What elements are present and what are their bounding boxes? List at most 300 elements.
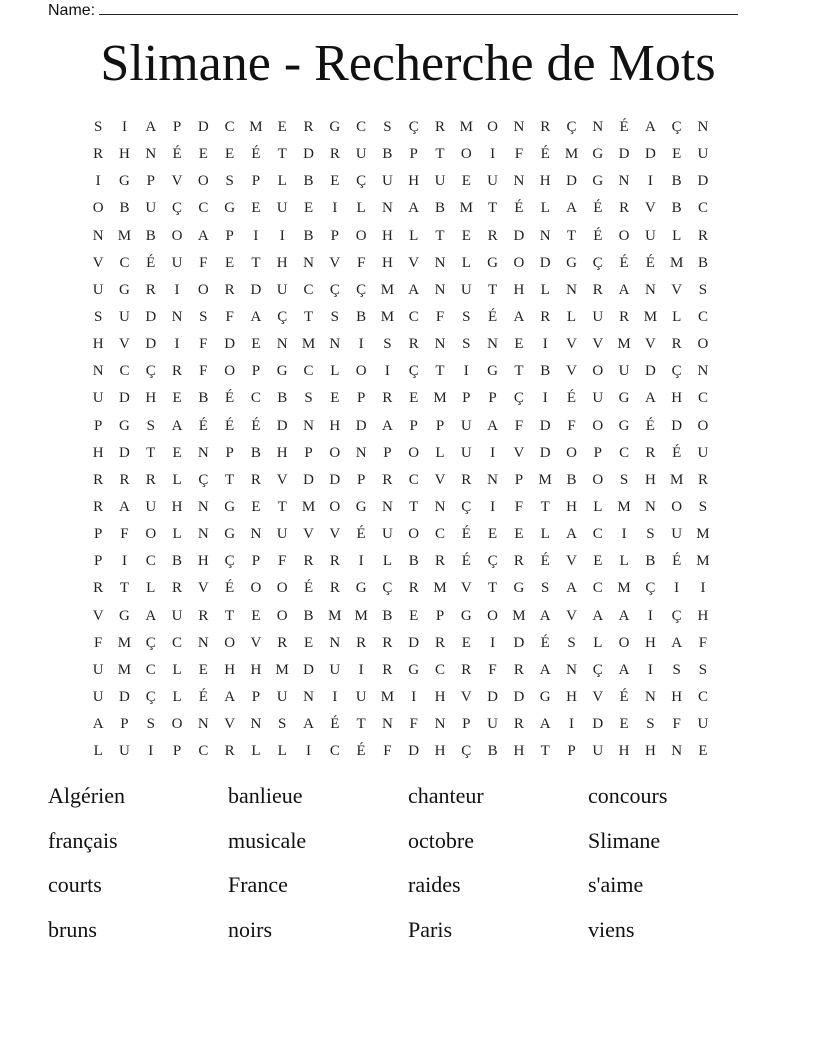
- grid-letter: T: [225, 607, 235, 624]
- grid-letter: A: [539, 607, 551, 624]
- grid-letter: A: [671, 634, 683, 651]
- grid-letter: P: [462, 390, 471, 407]
- grid-letter: Ç: [277, 308, 288, 325]
- grid-letter: U: [592, 308, 604, 325]
- grid-letter: E: [619, 716, 629, 733]
- grid-letter: R: [93, 146, 104, 163]
- grid-letter: N: [644, 688, 656, 705]
- grid-letter: H: [197, 553, 209, 570]
- grid-letter: S: [330, 308, 339, 325]
- grid-letter: I: [542, 390, 548, 407]
- grid-letter: M: [380, 688, 395, 705]
- grid-letter: N: [329, 336, 341, 353]
- grid-letter: R: [303, 119, 314, 135]
- grid-letter: B: [303, 227, 314, 244]
- grid-letter: F: [514, 146, 524, 163]
- grid-letter: N: [487, 336, 499, 353]
- grid-letter: N: [381, 716, 393, 733]
- word-list: [48, 778, 768, 956]
- grid-letter: B: [697, 254, 708, 271]
- grid-letter: L: [672, 227, 682, 244]
- grid-letter: M: [301, 498, 316, 515]
- grid-letter: H: [513, 743, 525, 760]
- grid-letter: C: [224, 119, 235, 135]
- grid-letter: S: [698, 661, 708, 678]
- grid-letter: I: [121, 119, 127, 135]
- grid-letter: R: [93, 498, 104, 515]
- grid-letter: G: [224, 200, 236, 217]
- grid-letter: Ç: [645, 580, 656, 597]
- grid-letter: M: [380, 308, 395, 325]
- grid-letter: M: [354, 607, 368, 624]
- grid-letter: T: [435, 227, 445, 244]
- grid-letter: U: [355, 146, 367, 163]
- grid-letter: E: [330, 390, 340, 407]
- grid-letter: V: [566, 553, 577, 570]
- grid-letter: N: [250, 716, 262, 733]
- grid-letter: M: [617, 580, 631, 597]
- grid-letter: P: [93, 553, 103, 570]
- grid-letter: L: [172, 661, 182, 678]
- grid-letter: B: [119, 200, 130, 217]
- grid-letter: R: [224, 743, 235, 760]
- grid-letter: R: [671, 336, 682, 353]
- grid-letter: L: [251, 743, 261, 760]
- grid-letter: D: [487, 688, 499, 705]
- grid-letter: A: [145, 607, 157, 624]
- grid-letter: R: [619, 308, 630, 325]
- grid-letter: N: [303, 688, 314, 705]
- grid-letter: É: [172, 146, 182, 163]
- grid-letter: L: [540, 200, 550, 217]
- grid-letter: G: [276, 363, 288, 380]
- grid-letter: O: [592, 417, 604, 434]
- grid-letter: B: [540, 363, 551, 380]
- grid-letter: E: [409, 390, 419, 407]
- grid-letter: É: [619, 119, 629, 135]
- grid-letter: T: [277, 146, 287, 163]
- grid-letter: R: [145, 471, 156, 488]
- grid-letter: F: [278, 553, 287, 570]
- grid-letter: O: [145, 526, 157, 543]
- grid-letter: V: [644, 336, 656, 353]
- grid-letter: E: [488, 526, 498, 543]
- grid-letter: C: [619, 444, 630, 461]
- grid-letter: R: [198, 607, 209, 624]
- grid-letter: D: [671, 417, 683, 434]
- grid-letter: A: [566, 526, 577, 543]
- grid-letter: E: [461, 173, 471, 190]
- grid-letter: T: [409, 498, 419, 515]
- grid-letter: C: [198, 743, 209, 760]
- grid-letter: S: [541, 580, 550, 597]
- grid-letter: V: [92, 254, 104, 271]
- grid-letter: H: [644, 743, 656, 760]
- grid-letter: C: [435, 526, 446, 543]
- grid-letter: R: [435, 553, 446, 570]
- grid-letter: V: [329, 254, 341, 271]
- grid-letter: G: [566, 254, 577, 271]
- grid-letter: É: [330, 716, 340, 733]
- grid-letter: H: [618, 743, 630, 760]
- grid-letter: R: [540, 119, 551, 135]
- grid-letter: F: [514, 417, 524, 434]
- grid-letter: O: [513, 254, 525, 271]
- grid-letter: C: [198, 200, 209, 217]
- grid-letter: L: [146, 580, 156, 597]
- grid-letter: D: [145, 308, 157, 325]
- grid-letter: R: [382, 634, 393, 651]
- grid-letter: D: [119, 390, 130, 407]
- grid-letter: R: [487, 227, 498, 244]
- grid-letter: É: [356, 526, 366, 543]
- grid-letter: A: [592, 607, 604, 624]
- grid-letter: D: [566, 173, 577, 190]
- grid-letter: C: [408, 471, 419, 488]
- grid-letter: V: [566, 363, 577, 380]
- grid-letter: U: [618, 363, 630, 380]
- grid-letter: P: [435, 607, 445, 624]
- grid-letter: P: [593, 444, 602, 461]
- grid-letter: É: [461, 553, 471, 570]
- grid-letter: B: [303, 607, 314, 624]
- grid-letter: Ç: [592, 661, 603, 678]
- grid-letter: G: [539, 688, 551, 705]
- word-list-item: chanteur: [408, 783, 484, 808]
- grid-letter: U: [119, 743, 130, 760]
- grid-letter: R: [408, 580, 419, 597]
- grid-letter: V: [171, 173, 183, 190]
- grid-letter: O: [171, 716, 183, 733]
- grid-letter: C: [697, 390, 708, 407]
- grid-letter: É: [251, 417, 261, 434]
- grid-letter: L: [172, 471, 182, 488]
- grid-letter: U: [592, 390, 604, 407]
- grid-letter: N: [250, 526, 262, 543]
- grid-letter: N: [539, 227, 551, 244]
- grid-letter: M: [249, 119, 263, 135]
- grid-letter: I: [121, 553, 127, 570]
- grid-letter: S: [646, 526, 655, 543]
- grid-letter: L: [277, 743, 287, 760]
- grid-letter: Ç: [671, 363, 682, 380]
- grid-letter: I: [358, 553, 364, 570]
- grid-letter: Ç: [145, 634, 156, 651]
- grid-letter: F: [488, 661, 497, 678]
- grid-letter: Ç: [461, 743, 472, 760]
- grid-letter: U: [460, 444, 472, 461]
- grid-letter: S: [146, 417, 155, 434]
- grid-letter: S: [462, 336, 471, 353]
- grid-letter: F: [514, 498, 524, 515]
- grid-letter: C: [303, 281, 314, 298]
- grid-letter: P: [120, 716, 129, 733]
- grid-letter: L: [672, 308, 682, 325]
- grid-letter: H: [276, 254, 288, 271]
- grid-letter: C: [303, 363, 314, 380]
- grid-letter: U: [460, 281, 472, 298]
- grid-letter: C: [250, 390, 261, 407]
- grid-letter: R: [329, 146, 340, 163]
- grid-letter: A: [618, 661, 630, 678]
- grid-letter: B: [645, 553, 656, 570]
- grid-letter: I: [306, 743, 312, 760]
- grid-letter: R: [382, 471, 393, 488]
- grid-letter: O: [618, 634, 630, 651]
- word-list-item: France: [228, 872, 288, 897]
- grid-letter: L: [409, 227, 419, 244]
- grid-letter: L: [93, 743, 103, 760]
- grid-letter: V: [644, 200, 656, 217]
- grid-letter: R: [592, 281, 603, 298]
- grid-letter: T: [488, 281, 498, 298]
- grid-letter: D: [276, 417, 288, 434]
- grid-letter: V: [250, 634, 262, 651]
- grid-letter: P: [225, 227, 234, 244]
- grid-letter: N: [434, 281, 446, 298]
- name-underline: [99, 0, 738, 15]
- grid-letter: U: [355, 688, 367, 705]
- grid-letter: C: [435, 661, 446, 678]
- grid-letter: P: [435, 417, 445, 434]
- grid-letter: M: [512, 607, 526, 624]
- grid-letter: R: [461, 661, 472, 678]
- grid-letter: Ç: [487, 553, 498, 570]
- grid-letter: R: [145, 281, 156, 298]
- grid-letter: E: [251, 200, 261, 217]
- grid-letter: R: [172, 363, 183, 380]
- grid-letter: U: [276, 688, 288, 705]
- grid-letter: H: [276, 444, 288, 461]
- letter-grid: [85, 114, 716, 765]
- page-title: Slimane - Recherche de Mots: [100, 35, 716, 92]
- grid-letter: É: [225, 580, 235, 597]
- grid-letter: N: [197, 498, 209, 515]
- grid-letter: A: [381, 417, 393, 434]
- grid-letter: E: [225, 146, 235, 163]
- grid-letter: N: [145, 146, 157, 163]
- grid-letter: M: [459, 200, 473, 217]
- grid-letter: G: [355, 580, 367, 597]
- grid-letter: V: [197, 580, 209, 597]
- grid-letter: U: [92, 390, 104, 407]
- grid-letter: I: [332, 688, 338, 705]
- grid-letter: E: [514, 526, 524, 543]
- grid-letter: H: [671, 390, 683, 407]
- grid-letter: G: [487, 254, 499, 271]
- grid-letter: G: [513, 580, 525, 597]
- grid-letter: I: [279, 227, 285, 244]
- grid-letter: G: [618, 417, 630, 434]
- grid-letter: U: [671, 526, 683, 543]
- grid-letter: G: [224, 526, 236, 543]
- grid-letter: O: [697, 417, 709, 434]
- grid-letter: Ç: [671, 119, 682, 135]
- grid-letter: A: [197, 227, 209, 244]
- grid-letter: N: [697, 119, 709, 135]
- grid-letter: U: [171, 607, 183, 624]
- grid-letter: N: [303, 417, 314, 434]
- grid-letter: N: [513, 119, 525, 135]
- grid-letter: N: [671, 743, 683, 760]
- word-list-item: Slimane: [588, 827, 661, 853]
- grid-letter: M: [459, 119, 473, 135]
- grid-letter: V: [592, 688, 604, 705]
- word-list-item: concours: [588, 783, 668, 808]
- grid-letter: Ç: [145, 688, 156, 705]
- grid-letter: A: [171, 417, 183, 434]
- grid-letter: U: [92, 688, 104, 705]
- grid-letter: L: [382, 553, 392, 570]
- grid-letter: O: [592, 471, 604, 488]
- grid-letter: M: [643, 308, 658, 325]
- grid-letter: N: [171, 308, 183, 325]
- grid-letter: V: [460, 688, 472, 705]
- grid-letter: P: [330, 227, 339, 244]
- grid-letter: H: [697, 607, 709, 624]
- grid-letter: V: [276, 471, 288, 488]
- grid-letter: D: [224, 336, 236, 353]
- grid-letter: I: [568, 716, 574, 733]
- grid-letter: O: [224, 363, 236, 380]
- grid-letter: N: [566, 281, 577, 298]
- grid-letter: A: [408, 281, 420, 298]
- grid-letter: N: [303, 254, 314, 271]
- grid-letter: P: [251, 688, 261, 705]
- grid-letter: I: [95, 173, 101, 190]
- grid-letter: M: [670, 254, 684, 271]
- grid-letter: É: [303, 580, 314, 597]
- grid-letter: B: [435, 200, 446, 217]
- grid-letter: E: [461, 227, 471, 244]
- grid-letter: A: [224, 688, 236, 705]
- grid-letter: U: [329, 661, 341, 678]
- grid-letter: I: [490, 634, 496, 651]
- grid-letter: N: [434, 716, 446, 733]
- grid-letter: P: [251, 173, 261, 190]
- grid-letter: A: [644, 119, 656, 135]
- grid-letter: É: [593, 200, 603, 217]
- grid-letter: É: [645, 417, 655, 434]
- grid-letter: Ç: [408, 119, 419, 135]
- grid-letter: Ç: [198, 471, 209, 488]
- grid-letter: S: [199, 308, 208, 325]
- grid-letter: N: [197, 444, 209, 461]
- grid-letter: A: [539, 716, 551, 733]
- grid-letter: S: [619, 471, 629, 488]
- grid-letter: F: [672, 716, 681, 733]
- grid-letter: R: [435, 119, 446, 135]
- grid-letter: N: [381, 498, 393, 515]
- grid-letter: M: [433, 580, 447, 597]
- grid-letter: H: [171, 498, 183, 515]
- grid-letter: D: [119, 688, 130, 705]
- grid-letter: O: [460, 146, 472, 163]
- grid-letter: S: [93, 119, 103, 135]
- grid-letter: S: [383, 119, 392, 135]
- grid-letter: I: [674, 580, 680, 597]
- grid-letter: R: [329, 580, 340, 597]
- grid-letter: U: [697, 146, 709, 163]
- grid-letter: O: [276, 607, 288, 624]
- grid-letter: E: [303, 200, 314, 217]
- grid-letter: V: [303, 526, 314, 543]
- grid-letter: N: [197, 716, 209, 733]
- grid-letter: P: [383, 444, 392, 461]
- grid-letter: N: [434, 498, 446, 515]
- grid-letter: S: [698, 498, 708, 515]
- word-list-item: banlieue: [228, 783, 303, 808]
- grid-letter: E: [672, 146, 682, 163]
- grid-letter: S: [278, 716, 287, 733]
- grid-letter: R: [461, 471, 472, 488]
- grid-letter: P: [172, 119, 182, 135]
- grid-letter: M: [117, 634, 132, 651]
- grid-letter: V: [119, 336, 130, 353]
- grid-letter: M: [670, 471, 684, 488]
- grid-letter: N: [276, 336, 288, 353]
- grid-letter: B: [145, 227, 156, 244]
- grid-letter: L: [540, 526, 550, 543]
- grid-letter: U: [460, 417, 472, 434]
- grid-letter: H: [92, 336, 104, 353]
- grid-letter: O: [355, 363, 367, 380]
- grid-letter: T: [540, 498, 550, 515]
- grid-letter: É: [488, 308, 498, 325]
- grid-letter: V: [434, 471, 446, 488]
- grid-letter: O: [197, 173, 209, 190]
- grid-letter: T: [303, 308, 314, 325]
- grid-letter: D: [197, 119, 209, 135]
- grid-letter: N: [381, 200, 393, 217]
- grid-letter: G: [487, 363, 499, 380]
- grid-letter: H: [539, 173, 551, 190]
- grid-letter: A: [92, 716, 104, 733]
- grid-letter: Ç: [382, 580, 393, 597]
- grid-letter: D: [644, 146, 656, 163]
- grid-letter: R: [513, 716, 524, 733]
- grid-letter: U: [119, 308, 130, 325]
- grid-letter: V: [513, 444, 525, 461]
- grid-letter: N: [487, 471, 499, 488]
- grid-letter: A: [644, 390, 656, 407]
- grid-letter: C: [697, 688, 708, 705]
- grid-letter: V: [329, 526, 341, 543]
- grid-letter: S: [462, 308, 471, 325]
- grid-letter: D: [697, 173, 709, 190]
- grid-letter: L: [593, 498, 603, 515]
- grid-letter: U: [487, 716, 499, 733]
- grid-letter: É: [356, 743, 366, 760]
- grid-letter: R: [250, 471, 261, 488]
- grid-letter: N: [644, 498, 656, 515]
- grid-letter: D: [408, 743, 420, 760]
- grid-letter: H: [566, 498, 577, 515]
- grid-letter: R: [303, 553, 314, 570]
- grid-letter: D: [539, 254, 551, 271]
- grid-letter: U: [276, 200, 288, 217]
- grid-letter: D: [539, 444, 551, 461]
- grid-letter: N: [92, 227, 104, 244]
- grid-letter: B: [303, 173, 314, 190]
- grid-letter: U: [381, 526, 393, 543]
- grid-letter: G: [592, 173, 604, 190]
- grid-letter: B: [198, 390, 209, 407]
- grid-letter: S: [672, 661, 681, 678]
- grid-letter: P: [172, 743, 182, 760]
- grid-letter: D: [303, 471, 314, 488]
- grid-letter: G: [119, 281, 130, 298]
